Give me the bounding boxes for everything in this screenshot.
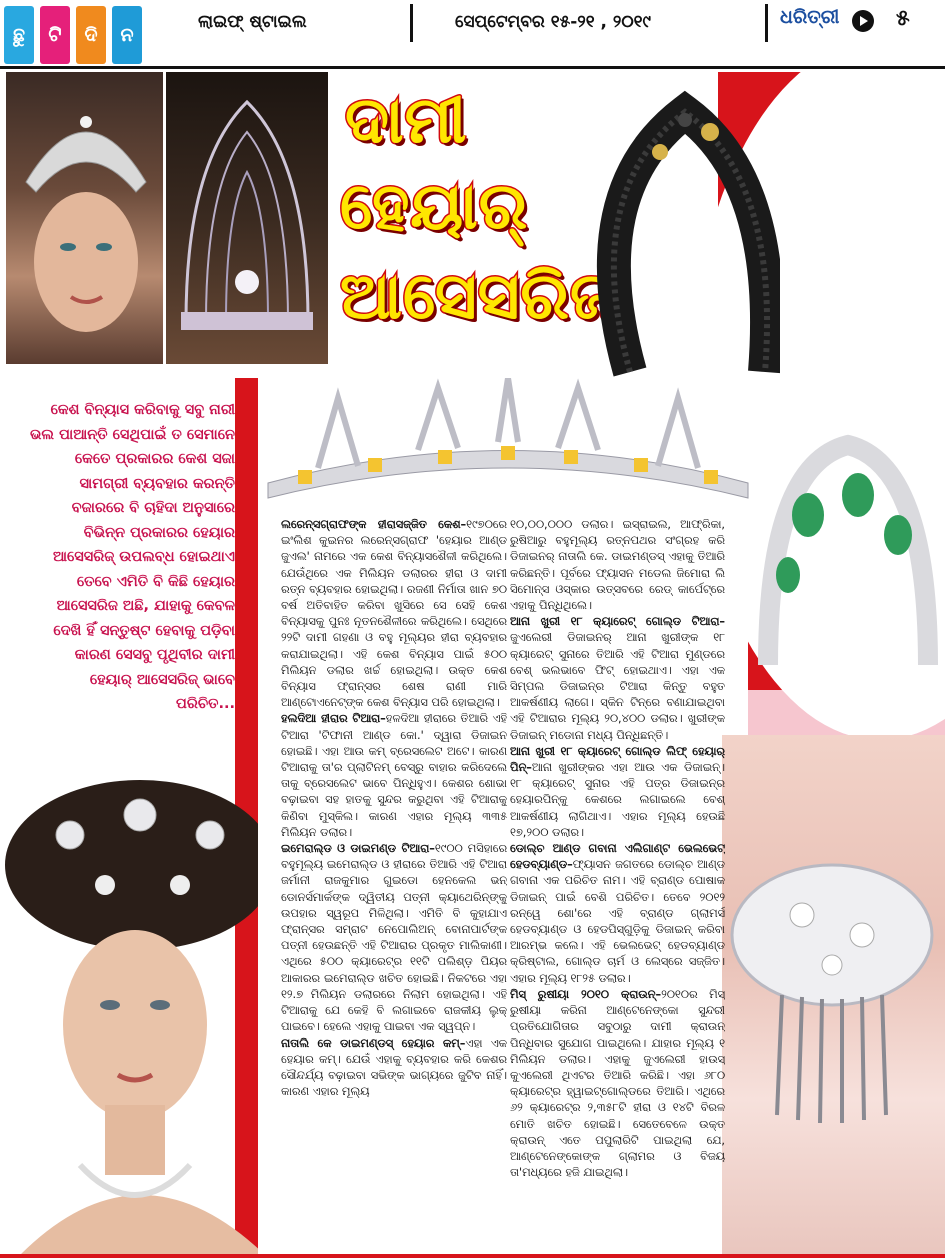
article-subheading: ହଲଦିଆ ହୀରାର ଟିଆରା– xyxy=(281,712,386,726)
article-paragraph xyxy=(281,841,507,1035)
header-divider xyxy=(765,4,768,42)
article-subheading: ଲରେନ୍ସଗ୍ରାଫଙ୍କ ହୀରାସଜ୍ଜିତ କେଶ– xyxy=(281,518,467,531)
section-letter-3: ଦି xyxy=(76,6,106,64)
crown-photo xyxy=(166,72,328,364)
footer-rule xyxy=(0,1254,945,1258)
article-body: ୧୯୦୦ ମସିହାରେ ବହୁମୂଲ୍ୟ ଇମେରାଲ୍ଡ ଓ ହୀରାରେ ତିଆରି ଏହି ଟିଆରା ଜର୍ମାନୀ ରାଜକୁମାର ଗୁଇଡୋ ହେନକେଲ ଭନ୍ ଡୋନର୍ସମାର୍କଙ୍କ ଦ୍ୱିତୀୟ ପତ୍ନୀ କ୍ୟାଥେରିନ୍ଙ୍କୁ ଉପହାର ସ୍ୱରୂପ ମିଳିଥିଲା। ଏମିତି ବି କୁହାଯାଏ ଫ୍ରାନ୍ସର ସମ୍ରାଟ ନେପୋଲିଅନ୍ ବୋନାପାର୍ଟଙ୍କ ପତ୍ନୀ ହେଉଛନ୍ତି ଏହି ଟିଆରାର ପ୍ରକୃତ ମାଲିକାଣୀ। ଏଥିରେ ୫୦୦ କ୍ୟାରେଟ୍ର ୧୧ଟି ପଲିଶ୍ଡ଼ ପିୟର ଆକାରର ଇମେରାଲ୍ଡ ଖଚିତ ହୋଇଛି। ନିକଟରେ ଏହା ୧୨.୭ ମିଲିୟନ ଡଲାରରେ ନିଲାମ ହୋଇଥିଲା। ଏହି ଟିଆରାକୁ ଯେ କେହି ବି ଲଗାଇବେ ରାଜକୀୟ ଲୁକ୍ ପାଇବେ। ହେଲେ ଏହାକୁ ପାଇବା ଏକ ସ୍ୱପ୍ନ। xyxy=(281,842,507,1034)
article-body: ହଳଦିଆ ହୀରାରେ ତିଆରି ଏହି ଟିଆରା 'ଟିଫାନୀ ଆଣ୍ଡ କୋ.' ଦ୍ୱାରା ଡିଜାଇନ ହୋଇଛି। ଏହା ଆଉ କମ୍ ବ୍ରେସଲେଟ ଅଟେ। କାରଣ ଟିଆରାକୁ ତା'ର ପ୍ଲାଟିନମ୍ ବେସ୍ରୁ ବାହାର କରିଦେଲେ ତାକୁ ବ୍ରେସଲେଟ ଭାବେ ପିନ୍ଧିହୁଏ। କେଶର ଶୋଭା ବଢ଼ାଇବା ସହ ହାତକୁ ସୁନ୍ଦର କରୁଥିବା ଏହି ଟିଆରାକୁ କିଣିବା ମୁସ୍କିଲ। କାରଣ ଏହାର ମୂଲ୍ୟ ୩୩୫ ମିଲିୟନ ଡଲାର। xyxy=(281,712,507,839)
emerald-tiara-photo xyxy=(748,425,945,690)
article-paragraph xyxy=(281,1036,507,1101)
article-body: ଫ୍ୟାସନ ଜଗତରେ ଡୋଲ୍ଚ ଆଣ୍ଡ ଗବାନା ଏକ ପରିଚିତ ନାମ। ଏହି ବ୍ରାଣ୍ଡ ପୋଷାକ ଡିଜାଇନ୍ ପାଇଁ ବେଶି ପରିଚିତ। ତେବେ ୨୦୧୨ ରନ୍ୱେ ଶୋ'ରେ ଏହି ବ୍ରାଣ୍ଡ ଗ୍ଲାମର୍ସ ହେଡବ୍ୟାଣ୍ଡ ଓ ହେଡପିସ୍ଗୁଡ଼ିକୁ ଡିଜାଇନ୍ କରିବା ଆରମ୍ଭ କଲେ। ଏହି ଭେଲଭେଟ୍ ହେଡବ୍ୟାଣ୍ଡ କ୍ରିଷ୍ଟାଲ, ଗୋଲ୍ଡ ଚାର୍ମ ଓ ଲେସ୍ରେ ସଜ୍ଜିତ। ଏହାର ମୂଲ୍ୟ ୧୮୨୫ ଡଲାର। xyxy=(510,858,725,985)
intro-paragraph: କେଶ ବିନ୍ୟାସ କରିବାକୁ ସବୁ ନାରୀ ଭଲ ପାଆନ୍ତି ସେଥିପାଇଁ ତ ସେମାନେ କେତେ ପ୍ରକାରର କେଶ ସଜା ସାମଗ୍ରୀ ବ୍ୟବହାର କରନ୍ତି ବଜାରରେ ବି ଚାହିଦା ଅନୁସାରେ ବିଭିନ୍ନ ପ୍ରକାରର ହେୟାର ଆସେସରିଜ୍ ଉପଲବ୍ଧ ହୋଇଥାଏ ତେବେ ଏମିତି ବି କିଛି ହେୟାର ଆସେସରିଜ ଅଛି, ଯାହାକୁ କେବଳ ଦେଖି ହିଁ ସନ୍ତୁଷ୍ଟ ହେବାକୁ ପଡ଼ିବା କାରଣ ସେସବୁ ପୃଥିବୀର ଦାମୀ ହେୟାର୍ ଆସେସରିଜ୍ ଭାବେ ପରିଚିତ... xyxy=(30,402,235,712)
article-body: ୧୦,୦୦,୦୦୦ ଡଲାର। ଇସ୍ରାଇଲ, ଆଫ୍ରିକା, ରୁଷିଆରୁ ବହୁମୂଲ୍ୟ ରତ୍ନପଥର ସଂଗ୍ରହ କରି ଡିଜାଇନର୍ ନାତାଲି କେ. ଡାଇମଣ୍ଡସ୍ ଏହାକୁ ତିଆରି କରିଛନ୍ତି। ପୂର୍ବରେ ଫ୍ୟାସନ ମଡେଲ ଜିମୋରା ଲି ସିମୋନ୍ସ ଓସ୍କାର ଉତ୍ସବରେ ରେଡ୍ କାର୍ପେଟ୍ରେ ଏହାକୁ ପିନ୍ଧିଥିଲେ। xyxy=(510,518,725,613)
article-body: ୨୦୧୦ର ମିସ୍ ରୁଷୀୟା କରିନା ଆଣ୍ଟେନେଙ୍କୋ ସୁନ୍ଦରୀ ପ୍ରତିଯୋଗିତାର ସବୁଠାରୁ ଦାମୀ କ୍ରାଉନ୍ ପିନ୍ଧିବାର ସୁଯୋଗ ପାଇଥିଲେ। ଯାହାର ମୂଲ୍ୟ ୧ ମିଲିୟନ ଡଲାର। ଏହାକୁ ଜୁଏଲେରୀ ହାଉସ୍ କୁଏଲେରୀ ଥିଏଟର ତିଆରି କରିଛି। ଏହା ୬୮୦ କ୍ୟାରେଟ୍ର ହ୍ୱାଇଟ୍ଗୋଲ୍ଡରେ ତିଆରି। ଏଥିରେ ୬୨ କ୍ୟାରେଟ୍ର ୨,୩୫୮ଟି ହୀରା ଓ ୧୪ଟି ବିରଳ ମୋତି ଖଚିତ ହୋଇଛି। ସେତେବେଳେ ଉକ୍ତ କ୍ରାଉନ୍ ଏତେ ପପୁଲାରିଟି ପାଇଥିଲା ଯେ, ଆଣ୍ଟେନେଙ୍କୋଙ୍କ ଗ୍ଲାମର ଓ ବିଜୟ ତା'ମଧ୍ୟରେ ହଜି ଯାଇଥିଲା। xyxy=(510,987,725,1180)
article-paragraph xyxy=(281,711,507,841)
article-paragraph xyxy=(281,517,507,711)
section-letter-2: ଟି xyxy=(40,6,70,64)
article-subheading: ଆନା ଖୁରୀ ୧୮ କ୍ୟାରେଟ୍ ଗୋଲ୍ଡ ଲିଫ୍ ହେୟାର୍ ପିନ୍– xyxy=(510,744,725,775)
article-body: ୧୯୭୦ରେ ଇଂଲିଶ କୁଇନର ଲରେନ୍ସଗ୍ରାଫ 'ହେୟାର ଆଣ୍ଡ ଜୁଏଲ' ନାମରେ ଏକ କେଶ ବିନ୍ୟାସଶୈଳୀ କରିଥିଲେ। ଯେଉଁଥିରେ ଏକ ମିଲିୟନ ଡଲାରର ହୀରା ଓ ଦାମୀ ରତ୍ନ ବ୍ୟବହାର ହୋଇଥିଲା। ରଜଣୀ ନିର୍ମାତା ଖାନ ୭୦ ବର୍ଷ ଅତିବାହିତ କରିବା ଖୁସିରେ ସେ ସେହି କେଶ ବିନ୍ୟାସକୁ ପୁନଃ ନୂତନଶୈଳୀରେ କରିଥିଲେ। ସେଥିରେ ୨୨ଟି ଦାମୀ ଗହଣା ଓ ବହୁ ମୂଲ୍ୟର ହୀରା ବ୍ୟବହାର କରାଯାଇଥିଲା। ଏହି କେଶ ବିନ୍ୟାସ ପାଇଁ ୫୦୦ ମିଲିୟନ ଡଲାର ଖର୍ଚ୍ଚ ହୋଇଥିଲା। ଉକ୍ତ କେଶ ବିନ୍ୟାସ ଫ୍ରାନ୍ସର ଶେଷ ରାଣୀ ମାରି ଆଣ୍ଟୋଏନେଟ୍ଙ୍କ କେଶ ବିନ୍ୟାସ ପରି ହୋଇଥିଲା। xyxy=(281,518,507,710)
model-hair-jewels-photo xyxy=(0,775,285,1255)
model-crown-photo xyxy=(6,72,163,364)
header-rule xyxy=(0,66,945,69)
article-subheading: ଇମେରାଲ୍ଡ ଓ ଡାଇମଣ୍ଡ ଟିଆରା– xyxy=(281,842,435,856)
article-column-1 xyxy=(281,517,507,1253)
headline-line-3: ଆସେସରିଜ୍ xyxy=(340,260,616,334)
headline-line-1: ଦାମୀ xyxy=(345,84,468,158)
yellow-diamond-tiara-photo xyxy=(258,378,758,516)
article-subheading: ମିସ୍ ରୁଷୀୟା ୨୦୧୦ କ୍ରାଉନ୍– xyxy=(510,987,662,1001)
brand-logo: ଧରିତ୍ରୀ xyxy=(780,6,840,28)
article-paragraph xyxy=(510,614,725,744)
article-subheading: ଆନା ଖୁରୀ ୧୮ କ୍ୟାରେଟ୍ ଗୋଲ୍ଡ ଟିଆରା– xyxy=(510,615,725,629)
headline-line-2: ହେୟାର୍ xyxy=(340,170,529,244)
article-paragraph xyxy=(510,744,725,841)
section-letter-4: ନ xyxy=(112,6,142,64)
article-body: ଜୁଏଲେରୀ ଡିଜାଇନର୍ ଆନା ଖୁରୀଙ୍କ ୧୮ କ୍ୟାରେଟ୍ ସୁନାରେ ତିଆରି ଏହି ଟିଆରା ମୁଣ୍ଡରେ ବେଶ୍ ଭଲଭାବେ ଫିଟ୍ ହୋଇଥାଏ। ଏହା ଏକ ସିମ୍ପଲ ଡିଜାଇନ୍ର ଟିଆରା କିନ୍ତୁ ବହୁତ ଆକର୍ଷଣୀୟ ଲାଗେ। ସ୍କିନ ଟିନ୍ରେ ବଣାଯାଇଥିବା ଏହି ଟିଆରାର ମୂଲ୍ୟ ୨୦,୪୦୦ ଡଲାର। ଖୁରୀଙ୍କ ଡିଜାଇନ୍ ମଡୋନା ମଧ୍ୟ ପିନ୍ଧିଛନ୍ତି। xyxy=(510,631,725,742)
page-number: ୫ xyxy=(896,6,910,31)
diamond-hair-comb-photo xyxy=(722,735,945,1255)
article-body: ଆନା ଖୁରୀଙ୍କର ଏହା ଆଉ ଏକ ଡିଜାଇନ୍। ୧୮ କ୍ୟାରେଟ୍ ସୁନାର ଏହି ପତ୍ର ଡିଜାଇନ୍ର ହେୟାରପିନ୍କୁ କେଶରେ ଲଗାଇଲେ ବେଶ୍ ଆକର୍ଷଣୀୟ ଲାଗିଥାଏ। ଏହାର ମୂଲ୍ୟ ହେଉଛି ୧୭,୨୦୦ ଡଲାର। xyxy=(510,761,725,839)
article-paragraph xyxy=(510,517,725,614)
section-letter-1: ଛୁ xyxy=(4,6,34,64)
velvet-headband-photo xyxy=(590,72,780,420)
play-icon xyxy=(852,10,874,32)
article-subheading: ନାତାଲି କେ ଡାଇମଣ୍ଡସ୍ ହେୟାର କମ୍– xyxy=(281,1036,466,1050)
article-column-2 xyxy=(510,517,725,1253)
article-paragraph xyxy=(510,987,725,1181)
article-body: ଏହା ଏକ ହେୟାର କମ୍। ଯେଉଁ ଏହାକୁ ବ୍ୟବହାର କରି କେଶର ସୌନ୍ଦର୍ଯ୍ୟ ବଢ଼ାଇବା ସଭିଙ୍କ ଭାଗ୍ୟରେ ଜୁଟିବ ନାହିଁ। କାରଣ ଏହାର ମୂଲ୍ୟ xyxy=(281,1036,507,1099)
section-title: ଲାଇଫ୍ ଷ୍ଟାଇଲ xyxy=(198,12,307,32)
issue-date: ସେପ୍ଟେମ୍ବର ୧୫-୨୧ , ୨୦୧୯ xyxy=(455,12,651,32)
header-divider xyxy=(410,4,413,42)
article-paragraph xyxy=(510,841,725,987)
article-subheading: ଡୋଲ୍ଚ ଆଣ୍ଡ ଗବାନା ଏଲିଗାଣ୍ଟ ଭେଲଭେଟ୍ ହେଡବ୍ୟାଣ୍ଡ– xyxy=(510,842,725,872)
